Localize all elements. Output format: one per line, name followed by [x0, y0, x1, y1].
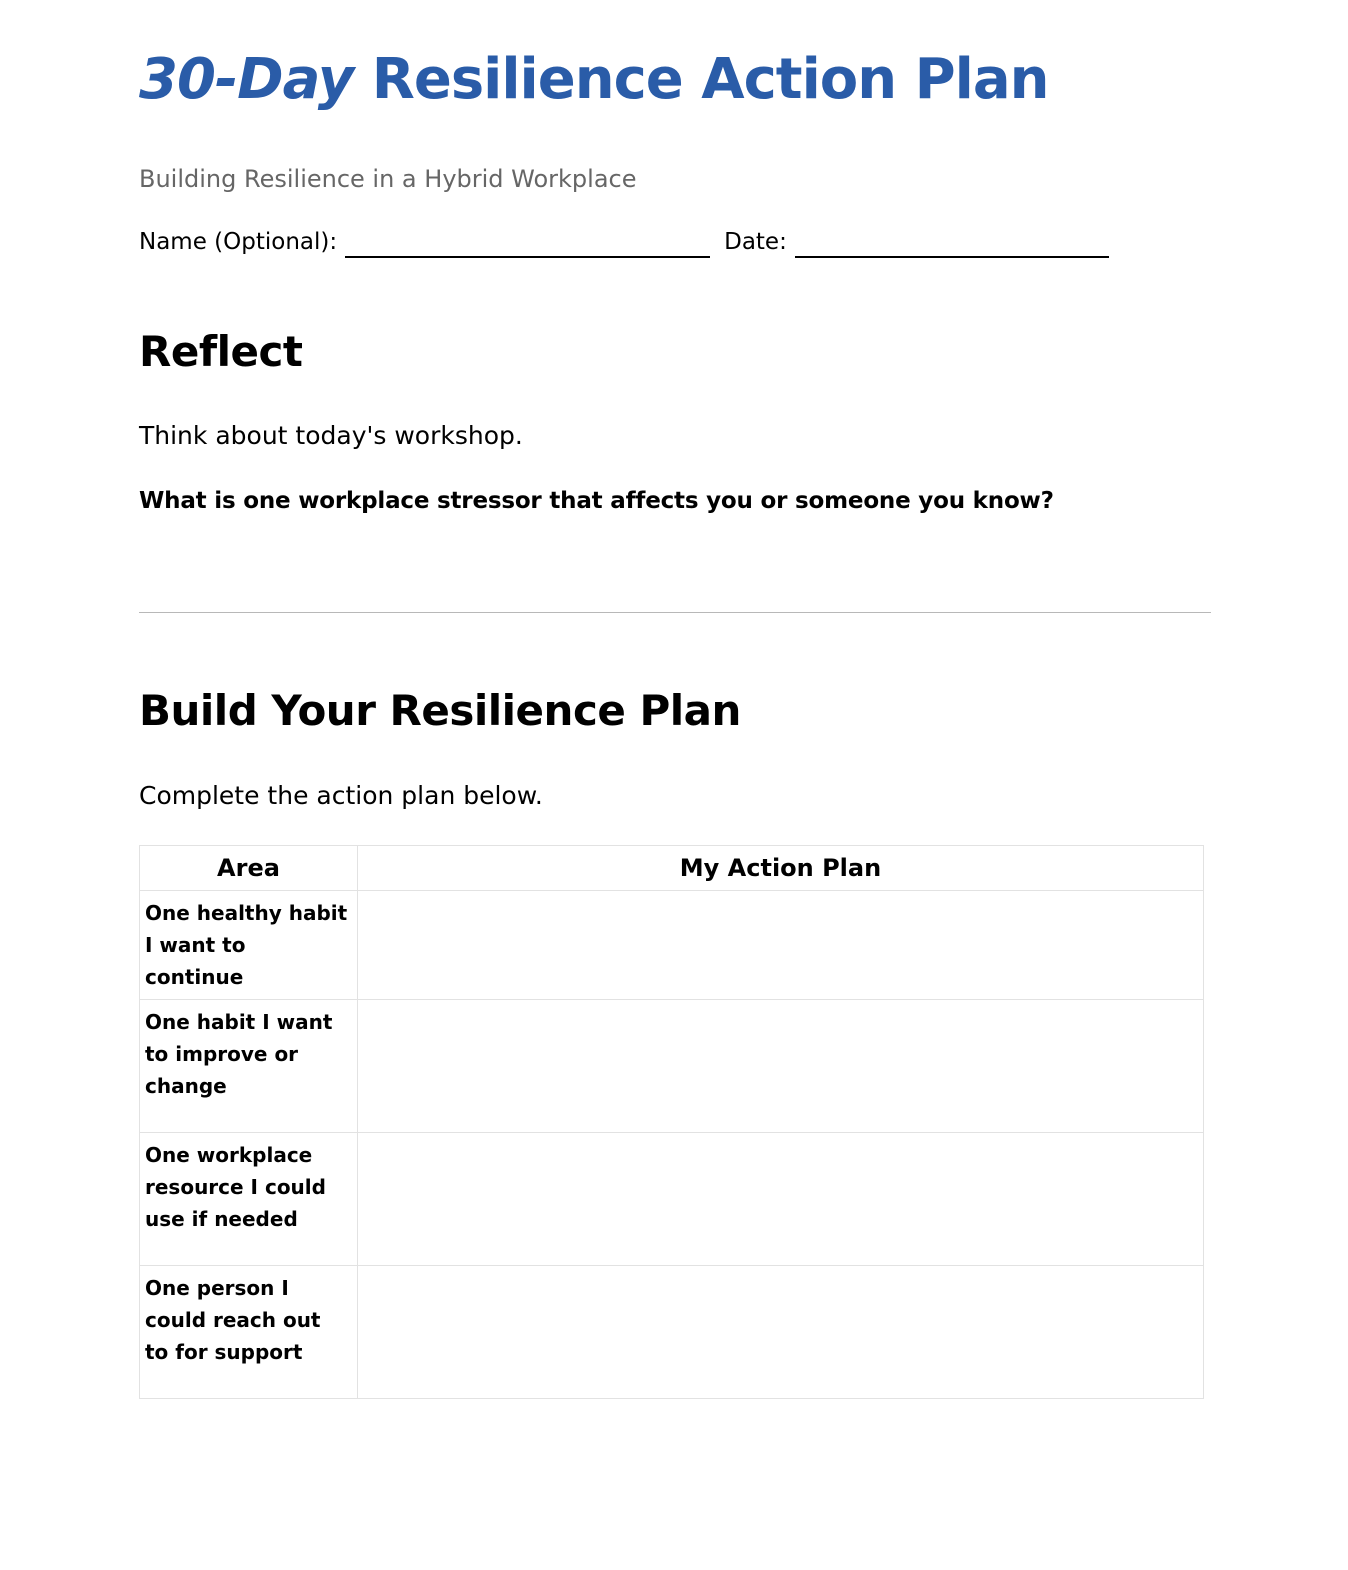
plan-intro: Complete the action plan below. — [139, 781, 543, 810]
title-emphasis: 30-Day — [139, 47, 354, 112]
column-header-area: Area — [140, 846, 358, 891]
reflect-intro: Think about today's workshop. — [139, 421, 523, 450]
table-header-row — [140, 846, 1204, 891]
name-date-fields — [139, 226, 1109, 258]
action-plan-cell[interactable] — [358, 1000, 1204, 1133]
table-row — [140, 1000, 1204, 1133]
reflect-question: What is one workplace stressor that affects you or someone you know? — [139, 488, 1054, 514]
title-main: Resilience Action Plan — [371, 47, 1049, 112]
name-label: Name (Optional): — [139, 229, 338, 255]
name-blank-line[interactable] — [345, 230, 710, 258]
column-header-action-plan: My Action Plan — [358, 846, 1204, 891]
page-title — [139, 40, 1049, 120]
area-cell: One habit I want to improve or change — [140, 1000, 358, 1133]
area-cell: One healthy habit I want to continue — [140, 891, 358, 1000]
area-cell: One workplace resource I could use if needed — [140, 1133, 358, 1266]
action-plan-table — [139, 845, 1204, 1399]
reflect-heading: Reflect — [139, 327, 303, 376]
plan-heading: Build Your Resilience Plan — [139, 686, 741, 735]
date-blank-line[interactable] — [795, 230, 1109, 258]
table-row — [140, 891, 1204, 1000]
date-label: Date: — [724, 229, 787, 255]
page-subtitle: Building Resilience in a Hybrid Workplace — [139, 165, 637, 193]
table-row — [140, 1133, 1204, 1266]
answer-line[interactable] — [139, 612, 1211, 613]
action-plan-cell[interactable] — [358, 891, 1204, 1000]
action-plan-cell[interactable] — [358, 1133, 1204, 1266]
table-row — [140, 1266, 1204, 1399]
area-cell: One person I could reach out to for support — [140, 1266, 358, 1399]
action-plan-cell[interactable] — [358, 1266, 1204, 1399]
